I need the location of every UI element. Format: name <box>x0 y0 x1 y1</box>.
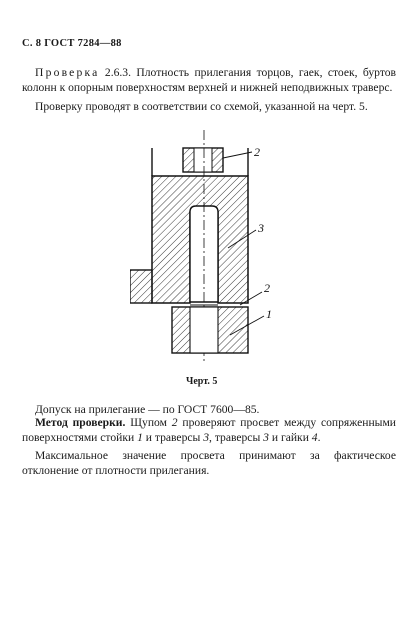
paragraph-lead: Проверка <box>35 66 100 79</box>
paragraph-check <box>22 66 396 95</box>
ref-number: 3 <box>263 430 269 444</box>
paragraph-max-gap: Максимальное значение просвета принимают за фактическое отклонение от плотности прилегания. <box>22 449 396 477</box>
label-gauge: 2 <box>264 281 270 295</box>
method-text-3: и траверсы <box>142 430 204 444</box>
figure-caption: Черт. 5 <box>186 376 218 387</box>
technical-drawing <box>130 130 290 362</box>
ref-number: 3 <box>203 430 210 444</box>
paragraph-procedure: Проверку проводят в соответствии со схемой, указанной на черт. 5. <box>35 100 368 113</box>
method-text-4: , траверсы <box>209 430 264 444</box>
paragraph-tolerance: Допуск на прилегание — по ГОСТ 7600—85. <box>35 403 260 416</box>
nut-shape <box>183 148 223 172</box>
method-text-6: . <box>317 430 321 444</box>
method-text-2: проверяют просвет между сопряженными поверхностями стойки <box>22 416 396 444</box>
method-text-5: и гайки <box>268 430 312 444</box>
ref-number: 4 <box>311 430 318 444</box>
paragraph-method <box>22 416 396 445</box>
paragraph-text: 2.6.3. Плотность прилегания торцов, гаек, стоек, буртов колонн к опорным поверхностям верхней и нижней неподвижных траверс. <box>22 66 396 94</box>
ref-number: 2 <box>171 416 178 429</box>
method-text-1: Щупом <box>125 416 172 429</box>
label-nut-gauge: 2 <box>254 145 260 159</box>
method-lead: Метод проверки. <box>35 416 126 429</box>
label-column: 1 <box>266 307 272 321</box>
label-traverse: 3 <box>258 221 264 235</box>
page-header: С. 8 ГОСТ 7284—88 <box>22 38 122 49</box>
ref-number: 1 <box>137 430 143 444</box>
